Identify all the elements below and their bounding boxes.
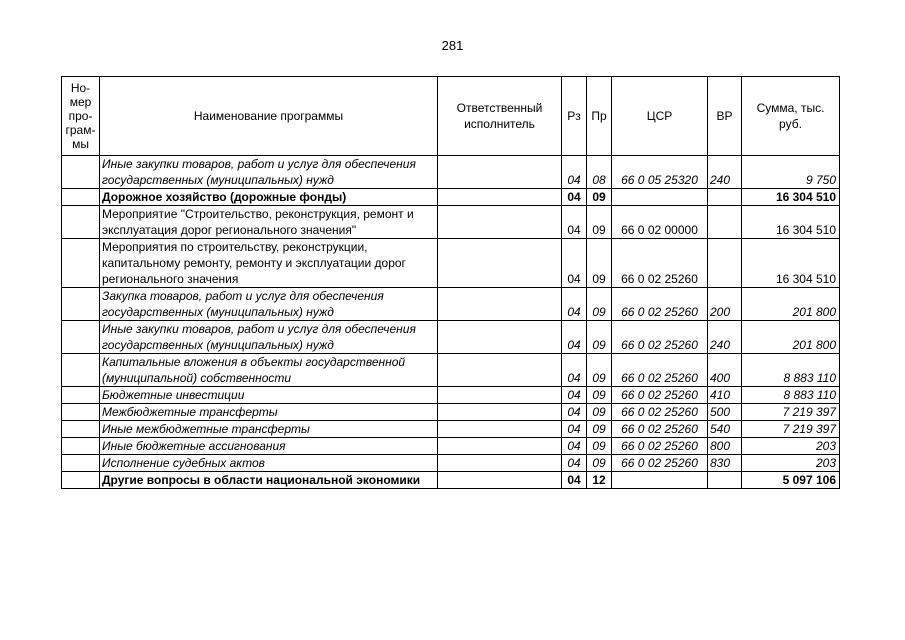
- cell-program-number: [62, 189, 100, 206]
- cell-responsible: [438, 354, 562, 387]
- cell-sum: 8 883 110: [742, 354, 840, 387]
- cell-program-name: Мероприятие "Строительство, реконструкция, ремонт и эксплуатация дорог регионального значения": [100, 206, 438, 239]
- cell-vr: [708, 189, 742, 206]
- table-row: [62, 156, 840, 189]
- table-row: [62, 438, 840, 455]
- cell-pr: 09: [587, 455, 612, 472]
- table-header-row: [62, 77, 840, 156]
- table-row: [62, 472, 840, 489]
- table-row: [62, 288, 840, 321]
- cell-program-number: [62, 455, 100, 472]
- cell-rz: 04: [562, 455, 587, 472]
- cell-csr: 66 0 02 00000: [612, 206, 708, 239]
- cell-vr: 400: [708, 354, 742, 387]
- table-body: [62, 156, 840, 489]
- table-row: [62, 387, 840, 404]
- cell-sum: 5 097 106: [742, 472, 840, 489]
- cell-rz: 04: [562, 404, 587, 421]
- cell-pr: 09: [587, 438, 612, 455]
- cell-csr: [612, 472, 708, 489]
- header-responsible: Ответственный исполнитель: [438, 77, 562, 156]
- cell-vr: [708, 472, 742, 489]
- cell-csr: 66 0 02 25260: [612, 321, 708, 354]
- table-row: [62, 354, 840, 387]
- cell-rz: 04: [562, 421, 587, 438]
- cell-rz: 04: [562, 472, 587, 489]
- header-program-name: Наименование программы: [100, 77, 438, 156]
- cell-rz: 04: [562, 387, 587, 404]
- cell-program-number: [62, 288, 100, 321]
- cell-csr: [612, 189, 708, 206]
- cell-pr: 09: [587, 404, 612, 421]
- header-program-number: Но-мер про-грам-мы: [62, 77, 100, 156]
- cell-rz: 04: [562, 239, 587, 288]
- cell-program-number: [62, 387, 100, 404]
- cell-sum: 203: [742, 455, 840, 472]
- cell-responsible: [438, 156, 562, 189]
- cell-program-number: [62, 239, 100, 288]
- cell-program-name: Иные закупки товаров, работ и услуг для обеспечения государственных (муниципальных) нужд: [100, 321, 438, 354]
- cell-responsible: [438, 472, 562, 489]
- cell-program-number: [62, 438, 100, 455]
- cell-rz: 04: [562, 206, 587, 239]
- cell-rz: 04: [562, 288, 587, 321]
- budget-table: [61, 76, 840, 489]
- cell-pr: 09: [587, 206, 612, 239]
- cell-vr: 500: [708, 404, 742, 421]
- cell-sum: 7 219 397: [742, 404, 840, 421]
- cell-pr: 09: [587, 387, 612, 404]
- cell-program-number: [62, 321, 100, 354]
- cell-responsible: [438, 387, 562, 404]
- cell-rz: 04: [562, 189, 587, 206]
- cell-program-name: Капитальные вложения в объекты государственной (муниципальной) собственности: [100, 354, 438, 387]
- table-row: [62, 189, 840, 206]
- cell-rz: 04: [562, 321, 587, 354]
- header-csr: ЦСР: [612, 77, 708, 156]
- cell-vr: 410: [708, 387, 742, 404]
- cell-csr: 66 0 02 25260: [612, 438, 708, 455]
- cell-vr: 800: [708, 438, 742, 455]
- cell-csr: 66 0 02 25260: [612, 387, 708, 404]
- cell-rz: 04: [562, 438, 587, 455]
- cell-responsible: [438, 404, 562, 421]
- cell-program-name: Другие вопросы в области национальной экономики: [100, 472, 438, 489]
- cell-rz: 04: [562, 156, 587, 189]
- cell-pr: 08: [587, 156, 612, 189]
- cell-vr: 540: [708, 421, 742, 438]
- cell-program-number: [62, 354, 100, 387]
- cell-responsible: [438, 321, 562, 354]
- cell-vr: [708, 239, 742, 288]
- cell-program-number: [62, 472, 100, 489]
- cell-program-number: [62, 404, 100, 421]
- cell-program-name: Иные бюджетные ассигнования: [100, 438, 438, 455]
- cell-sum: 7 219 397: [742, 421, 840, 438]
- table-row: [62, 321, 840, 354]
- cell-pr: 09: [587, 288, 612, 321]
- cell-rz: 04: [562, 354, 587, 387]
- cell-responsible: [438, 288, 562, 321]
- cell-vr: 240: [708, 156, 742, 189]
- table-row: [62, 206, 840, 239]
- cell-program-number: [62, 421, 100, 438]
- page-number: 281: [441, 38, 464, 53]
- cell-csr: 66 0 02 25260: [612, 354, 708, 387]
- cell-csr: 66 0 02 25260: [612, 288, 708, 321]
- cell-vr: 830: [708, 455, 742, 472]
- cell-program-number: [62, 206, 100, 239]
- cell-responsible: [438, 438, 562, 455]
- header-rz: Рз: [562, 77, 587, 156]
- cell-pr: 09: [587, 354, 612, 387]
- cell-sum: 9 750: [742, 156, 840, 189]
- cell-responsible: [438, 421, 562, 438]
- cell-responsible: [438, 239, 562, 288]
- header-sum: Сумма, тыс. руб.: [742, 77, 840, 156]
- cell-responsible: [438, 206, 562, 239]
- cell-program-name: Бюджетные инвестиции: [100, 387, 438, 404]
- cell-pr: 09: [587, 239, 612, 288]
- cell-pr: 12: [587, 472, 612, 489]
- cell-responsible: [438, 189, 562, 206]
- cell-vr: [708, 206, 742, 239]
- cell-csr: 66 0 02 25260: [612, 404, 708, 421]
- header-pr: Пр: [587, 77, 612, 156]
- cell-sum: 201 800: [742, 321, 840, 354]
- cell-program-name: Иные межбюджетные трансферты: [100, 421, 438, 438]
- header-vr: ВР: [708, 77, 742, 156]
- table-row: [62, 239, 840, 288]
- cell-sum: 201 800: [742, 288, 840, 321]
- table-row: [62, 404, 840, 421]
- cell-pr: 09: [587, 321, 612, 354]
- cell-program-name: Иные закупки товаров, работ и услуг для обеспечения государственных (муниципальных) нужд: [100, 156, 438, 189]
- cell-sum: 8 883 110: [742, 387, 840, 404]
- cell-csr: 66 0 02 25260: [612, 239, 708, 288]
- cell-csr: 66 0 05 25320: [612, 156, 708, 189]
- cell-responsible: [438, 455, 562, 472]
- cell-program-name: Закупка товаров, работ и услуг для обеспечения государственных (муниципальных) нужд: [100, 288, 438, 321]
- cell-sum: 203: [742, 438, 840, 455]
- table-row: [62, 455, 840, 472]
- cell-program-name: Межбюджетные трансферты: [100, 404, 438, 421]
- cell-pr: 09: [587, 421, 612, 438]
- cell-vr: 240: [708, 321, 742, 354]
- cell-vr: 200: [708, 288, 742, 321]
- cell-csr: 66 0 02 25260: [612, 421, 708, 438]
- cell-csr: 66 0 02 25260: [612, 455, 708, 472]
- cell-program-number: [62, 156, 100, 189]
- cell-sum: 16 304 510: [742, 206, 840, 239]
- cell-program-name: Дорожное хозяйство (дорожные фонды): [100, 189, 438, 206]
- cell-sum: 16 304 510: [742, 239, 840, 288]
- cell-pr: 09: [587, 189, 612, 206]
- cell-sum: 16 304 510: [742, 189, 840, 206]
- cell-program-name: Исполнение судебных актов: [100, 455, 438, 472]
- table-row: [62, 421, 840, 438]
- cell-program-name: Мероприятия по строительству, реконструкции, капитальному ремонту, ремонту и эксплуатации дорог регионального значения: [100, 239, 438, 288]
